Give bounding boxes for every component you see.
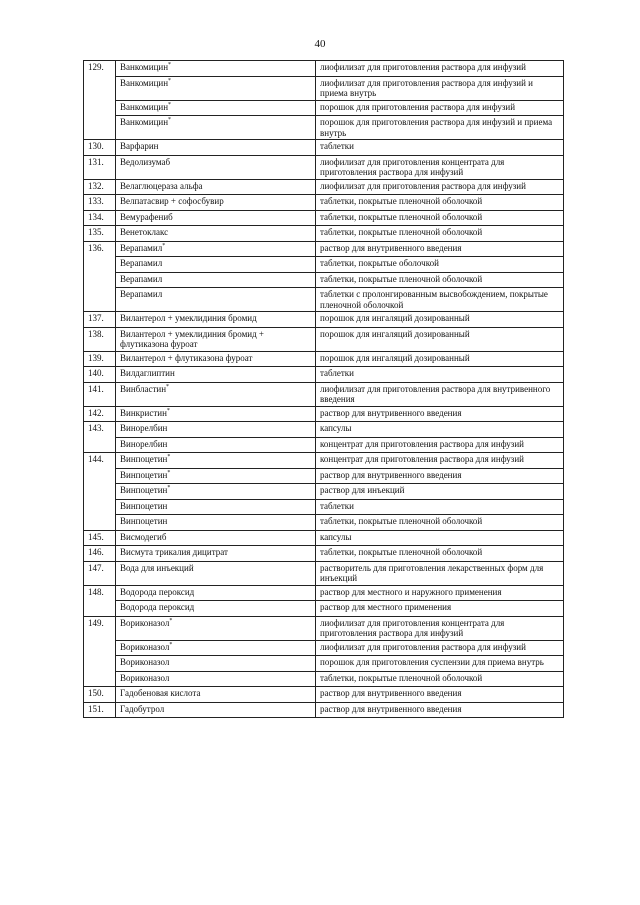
table-row: [84, 76, 564, 100]
dosage-form: раствор для внутривенного введения: [316, 406, 564, 422]
table-row: [84, 351, 564, 367]
dosage-form: концентрат для приготовления раствора для инфузий: [316, 453, 564, 469]
medicine-name: [116, 226, 316, 242]
medicine-name-text: Велаглюцераза альфа: [120, 180, 203, 191]
asterisk-mark: *: [168, 117, 172, 123]
medicine-name-text: Ванкомицин: [120, 62, 169, 72]
medicine-name-text: Вориконазол: [120, 641, 170, 652]
row-number: 147.: [84, 561, 116, 585]
table-row: [84, 140, 564, 156]
medicine-name: [116, 453, 316, 469]
row-number: 151.: [84, 702, 116, 718]
dosage-form: таблетки, покрытые пленочной оболочкой: [316, 226, 564, 242]
medicine-name: [116, 468, 316, 484]
medicine-name: [116, 671, 316, 687]
table-row: [84, 687, 564, 703]
medicine-name-text: Вода для инъекций: [120, 562, 194, 573]
row-number: 149.: [84, 616, 116, 687]
table-row: [84, 616, 564, 640]
medicine-name-text: Винпоцетин: [120, 516, 168, 526]
medicine-name: [116, 116, 316, 140]
medicine-name: [116, 437, 316, 453]
medicine-name-text: Вориконазол: [120, 657, 170, 667]
table-row: [84, 515, 564, 531]
medicines-table: [83, 60, 564, 718]
table-body: [84, 61, 564, 718]
dosage-form: раствор для местного применения: [316, 601, 564, 617]
row-number: 133.: [84, 195, 116, 211]
medicine-name: [116, 76, 316, 100]
asterisk-mark: *: [168, 77, 172, 84]
page-number: 40: [314, 38, 326, 50]
medicine-name-text: Вориконазол: [120, 617, 170, 628]
medicine-name-text: Верапамил: [120, 242, 163, 253]
medicine-name-text: Винкристин: [120, 407, 167, 418]
table-row: [84, 195, 564, 211]
medicine-name: [116, 656, 316, 672]
medicine-name-text: Висмута трикалия дицитрат: [120, 547, 228, 557]
medicine-name-text: Вилдаглиптин: [120, 368, 175, 378]
medicine-name: [116, 561, 316, 585]
dosage-form: таблетки: [316, 499, 564, 515]
dosage-form: порошок для ингаляций дозированный: [316, 312, 564, 328]
row-number: 141.: [84, 382, 116, 406]
medicine-name-text: Варфарин: [120, 141, 159, 151]
medicine-name: [116, 640, 316, 656]
dosage-form: таблетки, покрытые пленочной оболочкой: [316, 546, 564, 562]
row-number: 131.: [84, 155, 116, 179]
medicine-name-text: Ванкомицин: [120, 77, 169, 88]
medicine-name-text: Висмодегиб: [120, 531, 167, 542]
table-row: [84, 671, 564, 687]
row-number: 146.: [84, 546, 116, 562]
dosage-form: лиофилизат для приготовления раствора для инфузий и приема внутрь: [316, 76, 564, 100]
asterisk-mark: *: [166, 407, 170, 414]
medicine-name-text: Ванкомицин: [120, 117, 169, 127]
dosage-form: таблетки, покрытые пленочной оболочкой: [316, 515, 564, 531]
table-row: [84, 367, 564, 383]
asterisk-mark: *: [162, 242, 166, 249]
medicine-name: [116, 406, 316, 422]
table-row: [84, 484, 564, 500]
row-number: 148.: [84, 585, 116, 616]
medicine-name-text: Водорода пероксид: [120, 602, 195, 612]
row-number: 136.: [84, 241, 116, 312]
table-row: [84, 585, 564, 601]
medicine-name: [116, 351, 316, 367]
asterisk-mark: *: [167, 454, 171, 460]
row-number: 132.: [84, 179, 116, 195]
medicine-name: [116, 515, 316, 531]
medicine-name: [116, 61, 316, 77]
medicine-name-text: Велпатасвир + софосбувир: [120, 196, 224, 206]
table-row: [84, 530, 564, 546]
table-row: [84, 61, 564, 77]
medicine-name: [116, 195, 316, 211]
medicine-name-text: Винпоцетин: [120, 500, 168, 511]
row-number: 130.: [84, 140, 116, 156]
dosage-form: концентрат для приготовления раствора для инфузий: [316, 437, 564, 453]
medicine-name: [116, 530, 316, 546]
medicine-name: [116, 687, 316, 703]
medicine-name: [116, 257, 316, 273]
medicine-name: [116, 616, 316, 640]
medicine-name-text: Верапамил: [120, 273, 163, 284]
medicine-name: [116, 179, 316, 195]
medicine-name-text: Верапамил: [120, 258, 163, 268]
dosage-form: раствор для инъекций: [316, 484, 564, 500]
row-number: 138.: [84, 327, 116, 351]
dosage-form: таблетки, покрытые пленочной оболочкой: [316, 272, 564, 288]
medicine-name-text: Винпоцетин: [120, 454, 168, 464]
table-row: [84, 640, 564, 656]
table-row: [84, 437, 564, 453]
dosage-form: раствор для внутривенного введения: [316, 468, 564, 484]
medicine-name: [116, 272, 316, 288]
medicine-name: [116, 702, 316, 718]
medicine-name-text: Вилантерол + умеклидиния бромид + флутиказона фуроат: [120, 328, 264, 349]
row-number: 139.: [84, 351, 116, 367]
medicine-name-text: Винорелбин: [120, 438, 168, 449]
medicine-name: [116, 484, 316, 500]
table-row: [84, 179, 564, 195]
dosage-form: лиофилизат для приготовления раствора для инфузий: [316, 179, 564, 195]
dosage-form: раствор для внутривенного введения: [316, 687, 564, 703]
row-number: 137.: [84, 312, 116, 328]
dosage-form: порошок для приготовления раствора для инфузий: [316, 100, 564, 116]
medicine-name: [116, 312, 316, 328]
medicine-name-text: Вориконазол: [120, 672, 170, 683]
medicine-name-text: Гадобеновая кислота: [120, 688, 201, 698]
table-row: [84, 382, 564, 406]
dosage-form: раствор для местного и наружного применения: [316, 585, 564, 601]
table-row: [84, 327, 564, 351]
row-number: 144.: [84, 453, 116, 531]
dosage-form: капсулы: [316, 530, 564, 546]
row-number: 140.: [84, 367, 116, 383]
dosage-form: таблетки, покрытые пленочной оболочкой: [316, 671, 564, 687]
medicine-name-text: Винпоцетин: [120, 485, 168, 495]
asterisk-mark: *: [167, 469, 171, 476]
table-row: [84, 546, 564, 562]
table-row: [84, 499, 564, 515]
medicine-name-text: Вилантерол + флутиказона фуроат: [120, 352, 253, 363]
medicine-name-text: Винорелбин: [120, 423, 168, 433]
row-number: 143.: [84, 422, 116, 453]
dosage-form: лиофилизат для приготовления раствора для инфузий: [316, 640, 564, 656]
medicine-name: [116, 210, 316, 226]
table-row: [84, 210, 564, 226]
medicine-name-text: Винпоцетин: [120, 469, 168, 480]
dosage-form: таблетки, покрытые пленочной оболочкой: [316, 195, 564, 211]
table-row: [84, 272, 564, 288]
asterisk-mark: *: [169, 617, 173, 624]
dosage-form: порошок для приготовления суспензии для приема внутрь: [316, 656, 564, 672]
table-row: [84, 561, 564, 585]
table-row: [84, 468, 564, 484]
table-row: [84, 226, 564, 242]
dosage-form: таблетки с пролонгированным высвобождением, покрытые пленочной оболочкой: [316, 288, 564, 312]
asterisk-mark: *: [168, 101, 172, 108]
table-row: [84, 656, 564, 672]
dosage-form: лиофилизат для приготовления концентрата для приготовления раствора для инфузий: [316, 616, 564, 640]
medicine-name-text: Вилантерол + умеклидиния бромид: [120, 313, 257, 323]
dosage-form: таблетки: [316, 367, 564, 383]
medicine-name: [116, 140, 316, 156]
medicine-name-text: Вемурафениб: [120, 211, 173, 222]
asterisk-mark: *: [167, 485, 171, 491]
table-row: [84, 288, 564, 312]
asterisk-mark: *: [169, 641, 173, 648]
medicine-name: [116, 422, 316, 438]
medicine-name-text: Венетоклакс: [120, 227, 169, 237]
medicine-name: [116, 327, 316, 351]
dosage-form: лиофилизат для приготовления раствора для внутривенного введения: [316, 382, 564, 406]
medicine-name: [116, 288, 316, 312]
asterisk-mark: *: [166, 383, 170, 390]
medicine-name-text: Верапамил: [120, 289, 163, 299]
table-row: [84, 100, 564, 116]
row-number: 135.: [84, 226, 116, 242]
dosage-form: порошок для ингаляций дозированный: [316, 327, 564, 351]
dosage-form: таблетки, покрытые оболочкой: [316, 257, 564, 273]
medicine-name-text: Ведолизумаб: [120, 156, 171, 167]
dosage-form: лиофилизат для приготовления концентрата для приготовления раствора для инфузий: [316, 155, 564, 179]
medicine-name: [116, 382, 316, 406]
medicine-name: [116, 155, 316, 179]
row-number: 134.: [84, 210, 116, 226]
dosage-form: порошок для приготовления раствора для инфузий и приема внутрь: [316, 116, 564, 140]
table-row: [84, 155, 564, 179]
medicine-name: [116, 601, 316, 617]
row-number: 129.: [84, 61, 116, 140]
row-number: 142.: [84, 406, 116, 422]
dosage-form: таблетки, покрытые пленочной оболочкой: [316, 210, 564, 226]
medicine-name-text: Ванкомицин: [120, 101, 169, 112]
dosage-form: раствор для внутривенного введения: [316, 702, 564, 718]
medicine-name: [116, 241, 316, 257]
table-row: [84, 241, 564, 257]
medicine-name-text: Винбластин: [120, 383, 167, 394]
dosage-form: раствор для внутривенного введения: [316, 241, 564, 257]
table-row: [84, 422, 564, 438]
table-row: [84, 453, 564, 469]
table-row: [84, 406, 564, 422]
medicine-name-text: Водорода пероксид: [120, 586, 195, 597]
medicine-name: [116, 499, 316, 515]
medicine-name-text: Гадобутрол: [120, 703, 165, 714]
table-row: [84, 601, 564, 617]
dosage-form: таблетки: [316, 140, 564, 156]
medicine-name: [116, 546, 316, 562]
asterisk-mark: *: [168, 62, 172, 68]
medicine-name: [116, 367, 316, 383]
medicine-name: [116, 585, 316, 601]
table-row: [84, 257, 564, 273]
medicine-name: [116, 100, 316, 116]
row-number: 150.: [84, 687, 116, 703]
table-row: [84, 702, 564, 718]
dosage-form: порошок для ингаляций дозированный: [316, 351, 564, 367]
table-row: [84, 312, 564, 328]
row-number: 145.: [84, 530, 116, 546]
dosage-form: капсулы: [316, 422, 564, 438]
dosage-form: растворитель для приготовления лекарственных форм для инъекций: [316, 561, 564, 585]
table-row: [84, 116, 564, 140]
dosage-form: лиофилизат для приготовления раствора для инфузий: [316, 61, 564, 77]
